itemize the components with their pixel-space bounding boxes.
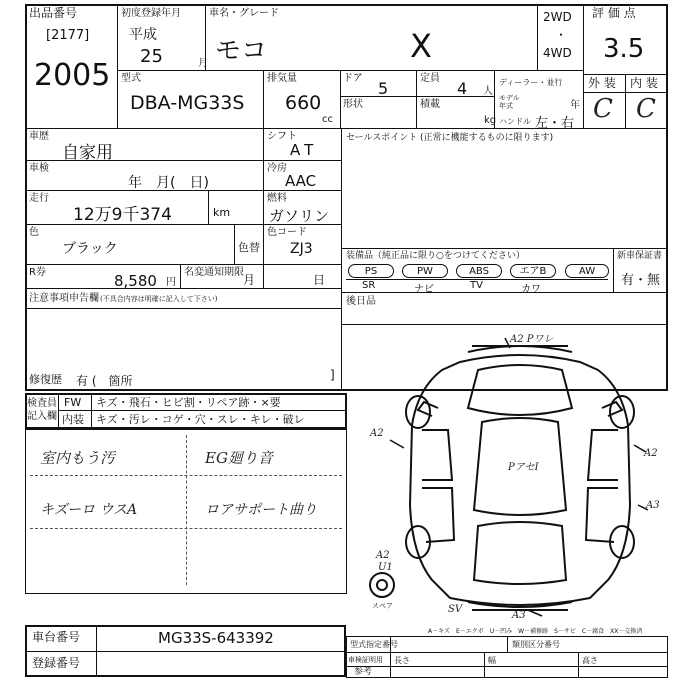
color-code-label: 色コード [267,227,307,238]
mark-right-front: A2 [644,448,658,459]
mileage-label: 走行 [29,193,49,204]
recycle-amount: 8,580 [114,272,157,290]
equip-leather: カワ [521,284,541,295]
divider [578,652,579,678]
ref-label: 参考 [354,667,373,677]
yen-unit: 円 [166,277,176,288]
fw-label: FW [64,396,82,409]
mark-left-rear-u: U1 [378,562,393,573]
shift-label: シフト [267,131,297,142]
fw-items: キズ・飛石・ヒビ割・リペア跡・×要 [96,396,281,409]
model-label: 型式 [121,73,141,84]
divider [58,410,347,411]
registration-year: 25 [140,46,163,67]
interior-label: 内 装 [630,76,658,90]
repair-value: 有 ( 箇所 [76,374,133,388]
divider [537,4,538,70]
recycle-label: R券 [29,267,46,278]
score-label: 評 価 点 [592,6,636,20]
divider [25,308,341,309]
mark-spare: スペア [372,602,393,610]
int-items: キズ・汚レ・コゲ・穴・スレ・キレ・破レ [96,413,305,426]
drive-4wd: 4WD [543,46,572,60]
divider [340,70,341,128]
repair-close: ] [330,368,335,382]
divider [416,70,417,128]
note-2: EG廻り音 [205,449,273,467]
displacement: 660 [285,92,322,114]
width-label: 幅 [488,656,496,665]
inspection: 年 月( 日) [128,175,209,191]
type-cert-label: 型式指定番号 [350,640,398,649]
person-unit: 人 [483,86,493,97]
dealer-label: ディーラー・並行 [499,78,563,87]
warranty-value: 有・無 [621,273,661,288]
equipment-label: 装備品（純正品に限り○をつけてください） [346,251,525,261]
rear-seat-label: 後日品 [346,296,376,307]
vehicle-type: 自家用 [62,143,113,163]
handle-label: ハンドル [499,117,531,126]
month-label: 月 [243,273,256,287]
load-label: 積載 [420,99,440,110]
model: DBA-MG33S [130,92,245,114]
mark-left-rear: A2 [376,550,390,561]
registration-label: 登録番号 [32,656,81,670]
fuel: ガソリン [269,207,330,225]
divider [30,475,342,476]
divider [341,248,668,249]
interior-grade: C [636,94,656,124]
month-unit: 月 [198,58,208,69]
equip-abs: ABS [456,264,502,278]
divider [30,528,342,529]
kg-unit: kg [484,115,497,126]
exterior-grade: C [593,94,613,124]
mark-roof: PアセI [508,462,539,473]
divider [507,636,508,652]
divider [583,4,584,128]
int-label: 内装 [62,413,84,426]
divider [117,4,118,128]
doors-label: ドア [343,73,363,84]
equip-tv: TV [470,280,483,291]
length-label: 長さ [394,656,410,665]
divider [341,292,668,293]
km-unit: km [213,206,231,219]
fuel-label: 燃料 [267,193,287,204]
divider [180,264,181,288]
height-label: 高さ [582,656,598,665]
ac: AAC [285,172,317,190]
equip-aw: AW [565,264,609,278]
exterior-label: 外 装 [588,76,616,90]
lot-number-label: 出品番号 [29,6,78,20]
shift: AT [290,141,319,159]
grade: X [410,27,432,65]
note-4: ロアサポート曲り [205,502,317,518]
first-registration-label: 初度登録年月 [121,8,181,19]
divider [25,288,341,289]
new-warranty-label: 新車保証書 [617,251,663,261]
mark-front: A2 Pワレ [510,334,554,345]
score: 3.5 [603,34,645,64]
divider [263,70,264,128]
car-damage-diagram [360,330,670,630]
divider [341,324,668,325]
color-label: 色 [29,227,39,238]
drive-dot: ・ [555,28,568,42]
capacity: 4 [457,79,468,98]
divider [25,651,346,652]
chassis-label: 車台番号 [32,630,81,644]
color-change-label: 色替 [238,241,260,254]
sales-point-label: セールスポイント (正常に機能するものに限ります) [346,133,554,143]
note-3: キズーロ ウスA [40,502,138,518]
mark-rear-center: A3 [512,610,526,621]
handle: 左・右 [535,116,575,131]
divider [91,393,92,429]
caution-label: 注意事項申告欄 [29,293,99,304]
caution-note: (不具合内容は明確に記入して下さい) [100,295,218,303]
inspector-label: 検査員記入欄 [27,398,57,422]
category-label: 類別区分番号 [512,640,560,649]
doors: 5 [378,79,389,98]
divider [583,92,668,93]
divider [625,74,626,128]
inspection-label: 車検 [29,163,49,174]
year-unit: 年 [570,100,580,111]
mark-left-front: A2 [370,428,384,439]
divider [346,279,608,280]
day-label: 日 [313,273,326,287]
divider [25,264,341,265]
car-name-label: 車名・グレード [209,8,279,19]
ac-label: 冷房 [267,163,287,174]
divider [341,128,342,391]
divider [58,393,59,429]
shape-label: 形状 [343,99,363,110]
mark-rear-left: SV [448,604,463,615]
era: 平成 [129,27,157,43]
divider [613,248,614,292]
name-change-label: 名変通知期限 [184,267,244,278]
equip-navi: ナビ [414,284,434,295]
displacement-label: 排気量 [267,73,297,84]
repair-label: 修復歴 [29,373,62,386]
divider [346,666,668,667]
divider [484,652,485,678]
equip-sr: SR [362,280,376,291]
damage-legend: A－キズ E－エクボ U－凹み W－補修跡 S－サビ C－腐食 XX－交換済 [428,628,643,635]
capacity-label: 定員 [420,73,440,84]
drive-2wd: 2WD [543,10,572,24]
lot-number-code: [2177] [46,28,90,43]
divider [340,96,494,97]
equip-ps: PS [348,264,394,278]
color: ブラック [62,241,118,257]
mark-right-rear: A3 [646,500,660,511]
equip-pw: PW [402,264,448,278]
mileage: 12万9千374 [73,205,172,225]
color-code: ZJ3 [290,241,313,257]
lot-number: 2005 [34,58,111,93]
divider [186,435,187,585]
car-name: モコ [215,36,268,66]
divider [234,224,235,264]
divider [117,70,583,71]
divider [208,190,209,224]
cert-label: 車検証明用 [348,656,383,664]
cc-unit: cc [322,114,333,125]
vehicle-type-label: 車歴 [29,131,49,142]
chassis-number: MG33S-643392 [158,629,274,647]
divider [346,652,668,653]
equip-airbag: エアB [510,264,556,278]
model-year-label: モデル年式 [499,94,520,110]
note-1: 室内もう汚 [40,449,116,467]
